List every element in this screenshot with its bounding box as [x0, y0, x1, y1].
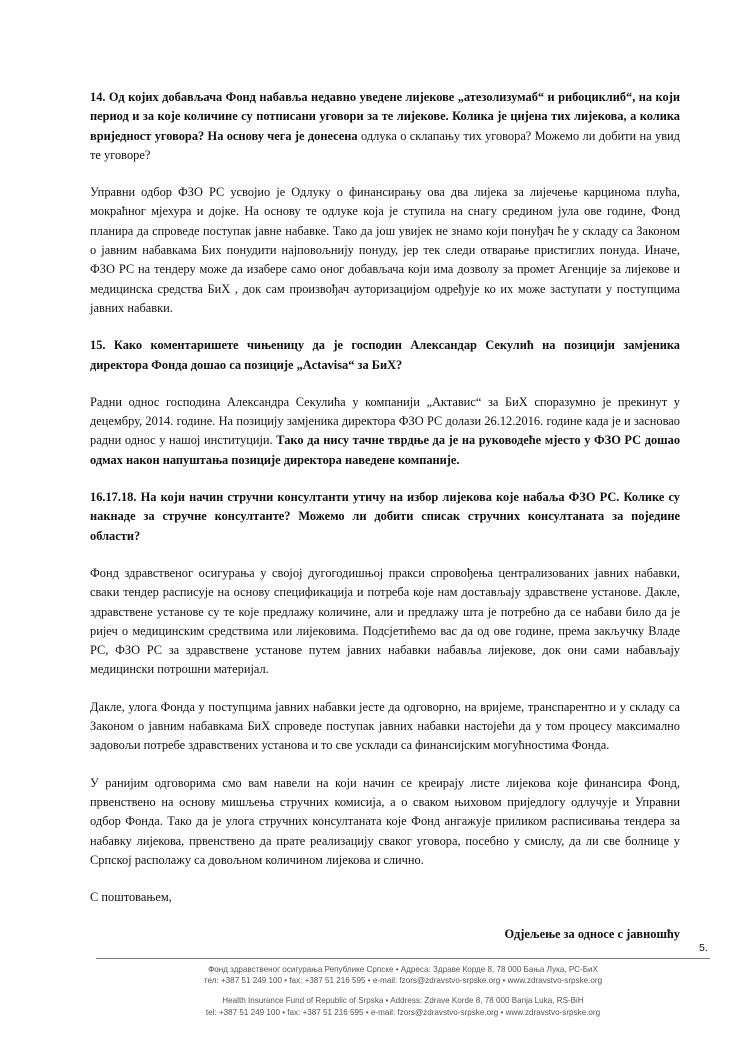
footer-divider [96, 958, 710, 959]
letter-body [90, 88, 680, 963]
answer-15-emphasis: Тако да нису тачне тврдње да је на руководеће мјесто у ФЗО РС дошао одмах након напуштања позиције директора наведене компаније. [90, 433, 681, 467]
question-14-normal: одлука о склапању тих уговора? Можемо ли добити на увид те уговоре? [90, 128, 680, 162]
answer-16-paragraph-3: У ранијим одговорима смо вам навели на који начин се креирају листе лијекова које финансира Фонд, првенствено на основу мишљења стручних комисија, а о сваком њиховом приједлогу одлучује и Управни одбор Фонда. Тако да је улога стручних консултаната које Фонд ангажује приликом расписивања тендера за набавку лијекова, првенствено да прате реализацију сваког уговора, посебно у смислу, да ли све болнице у Српској располажу са довољном количином лијекова и слично. [90, 775, 680, 867]
answer-16-paragraph-2: Дакле, улога Фонда у поступцима јавних набавки јесте да одговорно, на вријеме, транспарентно и у складу са Законом о јавним набавкама БиХ спроведе поступак јавних набавки настојећи да у том процесу максимално задовољи потребе здравствених установа и то све усклади са финансијским могућностима Фонда. [90, 699, 680, 753]
closing-greeting: С поштовањем, [90, 890, 172, 905]
answer-15 [90, 393, 680, 470]
question-14 [90, 88, 680, 165]
footer-contact-cyrillic: тел: +387 51 249 100 • fax: +387 51 216 595 • e-mail: fzors@zdravstvo-srpske.org • www.zdravstvo-srpske.org [203, 976, 603, 986]
footer [96, 964, 710, 1018]
footer-contact-latin: tel: +387 51 249 100 • fax: +387 51 216 595 • e-mail: fzors@zdravstvo-srpske.org • www.zdravstvo-srpske.org [205, 1007, 601, 1017]
answer-14: Управни одбор ФЗО РС усвојио је Одлуку о финансирању ова два лијека за лијечење карцинома плућа, мокраћног мјехура и дојке. На основу те одлуке која је ступила на снагу средином јула ове године, Фонд планира да спроведе поступак јавне набавке. Тако да још увијек не знамо који понуђач ће у складу са Законом о јавним набавкама Бих понудити најповољнију понуду, јер тек следи отварање пристиглих понуда. Иначе, ФЗО РС на тендеру може да изабере само оног добављача који има дозволу за промет Агенције за лијекове и медицинска средства БиХ , док сам произвођач ауторизацијом одређује ко их може заступати у поступцима јавних набавки. [90, 185, 680, 315]
question-16-17-18: 16.17.18. На који начин стручни консултанти утичу на избор лијекова које набаља ФЗО РС. Колике су накнаде за стручне консултанте? Можемо ли добити списак стручних консултаната за поједине области? [90, 490, 680, 543]
page-number: 5. [699, 942, 708, 954]
answer-16-paragraph-1: Фонд здравственог осигурања у својој дугогодишњој пракси спровођења централизованих јавних набавки, сваки тендер расписује на основу спецификација и потреба које нам достављају здравствене установе. Дакле, здравствене установе су те које предлажу количине, али и предлажу шта је потребно да се набави било да је ријеч о медицинским средствима или лијековима. Подсјетићемо вас да од ове године, према закључку Владе РС, ФЗО РС за здравствене установе путем јавних набавки набавља лијекове, док они сами набављају медицински потрошни материјал. [90, 565, 680, 677]
answer-15-text: Радни однос господина Александра Секулића у компанији „Актавис“ за БиХ споразумно је прекинут у децембру, 2014. године. На позицију замјеника директора ФЗО РС долази 26.12.2016. године када је и засновао радни однос у нашој институцији. [90, 394, 680, 448]
question-15: 15. Како коментаришете чињеницу да је господин Александар Секулић на позицији замјеника директора Фонда дошао са позиције „Actavisa“ за БиХ? [90, 338, 680, 372]
footer-address-latin: Health Insurance Fund of Republic of Srpska • Address: Zdrave Korde 8, 78 000 Banja Luka, RS-BiH [222, 996, 584, 1006]
footer-address-cyrillic: Фонд здравственог осигурања Републике Српске • Адреса: Здраве Корде 8, 78 000 Бања Лука, РС-БиХ [208, 965, 598, 974]
signature: Одјељење за односе с јавношћу [504, 927, 680, 942]
question-14-bold: 14. Од којих добављача Фонд набавља недавно уведене лијекове „атезолизумаб“ и рибоциклиб“, на који период и за које количине су потписани уговори за те лијекове. Колика је цијена тих лијекова, а колика вриједност уговора? На основу чега је донесена [90, 90, 680, 143]
